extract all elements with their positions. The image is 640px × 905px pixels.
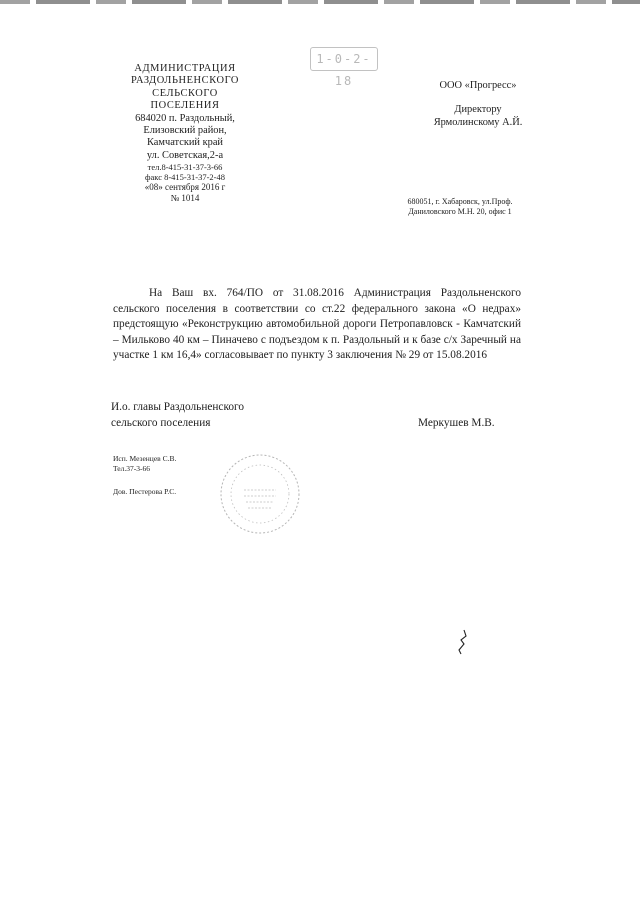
signatory-title: [111, 400, 244, 431]
recipient-block: [408, 80, 548, 129]
sender-phone: тел.8-415-31-37-3-66: [147, 162, 223, 173]
sender-address-line: Камчатский край: [146, 137, 223, 149]
executor-info: [113, 454, 176, 474]
registration-stamp: 1-0-2-18: [310, 47, 378, 71]
signatory-title-line: сельского поселения: [111, 416, 211, 429]
letter-number: № 1014: [170, 193, 200, 204]
recipient-address-line: Даниловского М.Н. 20, офис 1: [408, 207, 512, 216]
sender-org-line: СЕЛЬСКОГО: [152, 87, 218, 99]
sender-address-line: 684020 п. Раздольный,: [135, 112, 235, 124]
pen-mark-icon: [455, 628, 469, 658]
letter-date: «08» сентября 2016 г: [144, 182, 226, 193]
sender-address-line: ул. Советская,2-а: [146, 149, 224, 161]
sender-org-line: АДМИНИСТРАЦИЯ: [134, 63, 236, 74]
sender-address-line: Елизовский район,: [143, 125, 227, 137]
executor-proxy: Дов. Пестерова Р.С.: [113, 487, 177, 496]
recipient-address-line: 680051, г. Хабаровск, ул.Проф.: [407, 197, 513, 206]
signatory-title-line: И.о. главы Раздольненского: [111, 401, 245, 413]
signatory-name: Меркушев М.В.: [418, 417, 495, 429]
recipient-org: ООО «Прогресс»: [439, 80, 517, 91]
sender-org-line: РАЗДОЛЬНЕНСКОГО: [130, 75, 240, 87]
executor-phone: Тел.37-3-66: [113, 464, 150, 473]
recipient-address: [395, 197, 525, 217]
recipient-name: Ярмолинскому А.Й.: [433, 116, 523, 128]
recipient-position: Директору: [454, 104, 502, 116]
sender-fax: факс 8-415-31-37-2-48: [145, 172, 225, 183]
sender-block: [100, 63, 270, 204]
letter-body: На Ваш вх. 764/ПО от 31.08.2016 Администрация Раздольненского сельского поселения в соответствии со ст.22 федерального закона «О недрах» предстоящую «Реконструкцию автомобильной дороги Петропавловск - Камчатский – Мильково 40 км – Пиначево с подъездом к п. Раздольный и к базе с/х Заречный на участке 1 км 16,4» согласовывает по пункту 3 заключения № 29 от 15.08.2016: [113, 287, 521, 362]
scan-edge-artifact: [0, 0, 640, 4]
sender-org-line: ПОСЕЛЕНИЯ: [150, 100, 220, 112]
executor-name: Исп. Мезенцев С.В.: [113, 454, 177, 463]
seal-stamp-icon: [218, 452, 302, 536]
